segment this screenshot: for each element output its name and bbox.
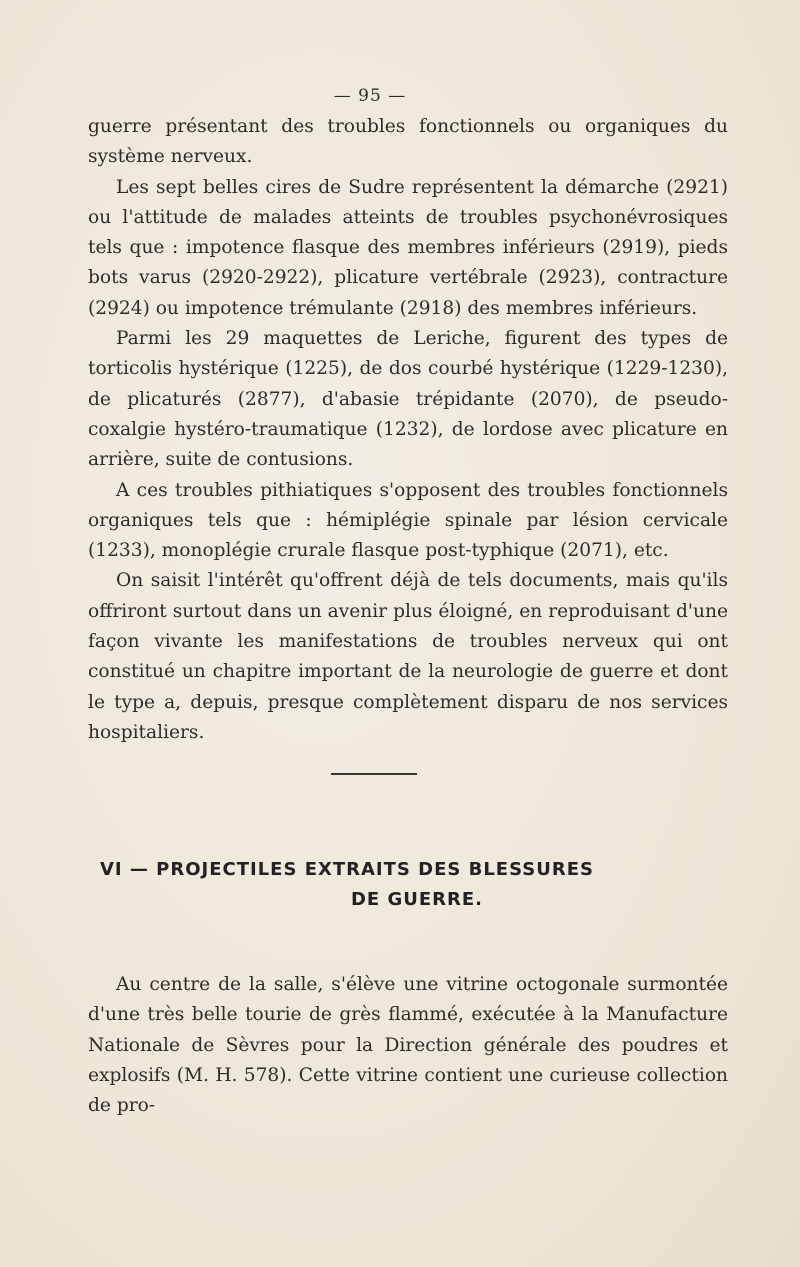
section-heading	[100, 855, 728, 915]
paragraph-1: guerre présentant des troubles fonctionnels ou organiques du système nerveux.	[88, 116, 728, 168]
body-text	[88, 112, 728, 748]
section-heading-line-1: VI — PROJECTILES EXTRAITS DES BLESSURES	[100, 859, 594, 880]
paragraph-2: Les sept belles cires de Sudre représentent la démarche (2921) ou l'attitude de malades atteints de troubles psychonévrosiques tels que : impotence flasque des membres inférieurs (2919), pieds bots varus (2920-2922), plicature vertébrale (2923), contracture (2924) ou impotence trémulante (2918) des membres inférieurs.	[88, 176, 728, 319]
paragraph-4: A ces troubles pithiatiques s'opposent des troubles fonctionnels organiques tels que : hémiplégie spinale par lésion cervicale (1233), monoplégie crurale flasque post-typhique (2071), etc.	[88, 479, 728, 562]
section-divider	[331, 773, 417, 775]
paragraph-3: Parmi les 29 maquettes de Leriche, figurent des types de torticolis hystérique (1225), de dos courbé hystérique (1229-1230), de plicaturés (2877), d'abasie trépidante (2070), de pseudo-coxalgie hystéro-traumatique (1232), de lordose avec plicature en arrière, suite de contusions.	[88, 328, 728, 471]
page-number: — 95 —	[333, 86, 407, 106]
section-text	[88, 970, 728, 1121]
section-paragraph: Au centre de la salle, s'élève une vitrine octogonale surmontée d'une très belle tourie de grès flammé, exécutée à la Manufacture Nationale de Sèvres pour la Direction générale des poudres et explosifs (M. H. 578). Cette vitrine contient une curieuse collection de pro-	[88, 974, 728, 1117]
paragraph-5: On saisit l'intérêt qu'offrent déjà de tels documents, mais qu'ils offriront surtout dans un avenir plus éloigné, en reproduisant d'une façon vivante les manifestations de troubles nerveux qui ont constitué un chapitre important de la neurologie de guerre et dont le type a, depuis, presque complètement disparu de nos services hospitaliers.	[88, 570, 728, 743]
section-heading-line-2: DE GUERRE.	[350, 889, 484, 910]
